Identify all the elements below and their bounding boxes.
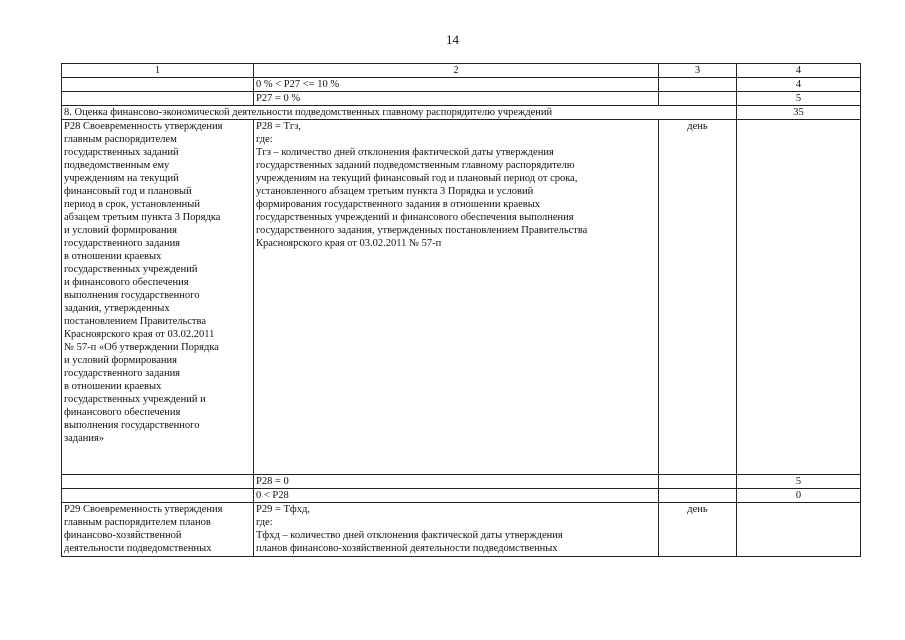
table-row — [62, 120, 861, 475]
table-row — [62, 78, 861, 92]
unit-cell: день — [659, 120, 737, 475]
table-cell — [62, 78, 254, 92]
header-col-1: 1 — [62, 64, 254, 78]
formula-cell: P29 = Тфхд, где: Тфхд – количество дней отклонения фактической даты утверждения планов финансово-хозяйственной деятельности подведомственных — [254, 503, 659, 557]
table-cell — [659, 475, 737, 489]
criterion-name-cell: P28 Своевременность утверждения главным распорядителем государственных заданий подведомственным ему учреждениям на текущий финансовый год и плановый период в срок, установленный абзацем третьим пункта 3 Порядка и условий формирования государственного задания в отношении краевых государственных учреждений и финансового обеспечения выполнения государственного задания, утвержденных постановлением Правительства Красноярского края от 03.02.2011 № 57-п «Об утверждении Порядка и условий формирования государственного задания в отношении краевых государственных учреждений и финансового обеспечения выполнения государственного задания» — [62, 120, 254, 475]
score-cell: 4 — [737, 78, 861, 92]
score-cell: 5 — [737, 475, 861, 489]
score-cell: 35 — [737, 106, 861, 120]
table-cell — [659, 78, 737, 92]
score-cell — [737, 120, 861, 475]
formula-cell: P28 = 0 — [254, 475, 659, 489]
table-cell — [62, 92, 254, 106]
table-row — [62, 503, 861, 557]
header-col-4: 4 — [737, 64, 861, 78]
header-col-2: 2 — [254, 64, 659, 78]
header-col-3: 3 — [659, 64, 737, 78]
table-cell — [62, 475, 254, 489]
formula-cell: 0 < P28 — [254, 489, 659, 503]
table-cell — [659, 489, 737, 503]
table-row — [62, 475, 861, 489]
table-row — [62, 489, 861, 503]
formula-cell: 0 % < P27 <= 10 % — [254, 78, 659, 92]
unit-cell: день — [659, 503, 737, 557]
formula-cell: P28 = Тгз, где: Тгз – количество дней отклонения фактической даты утверждения государственных заданий подведомственным главному распорядителю учреждениям на текущий финансовый год и плановый период от срока, установленного абзацем третьим пункта 3 Порядка и условий формирования государственного задания в отношении краевых государственных учреждений и финансового обеспечения выполнения государственного задания, утвержденных постановлением Правительства Красноярского края от 03.02.2011 № 57-п — [254, 120, 659, 475]
page-number: 14 — [446, 32, 459, 47]
formula-cell: P27 = 0 % — [254, 92, 659, 106]
criterion-name-cell: P29 Своевременность утверждения главным распорядителем планов финансово-хозяйственной деятельности подведомственных — [62, 503, 254, 557]
section-row — [62, 106, 861, 120]
score-cell: 5 — [737, 92, 861, 106]
criteria-table — [61, 63, 861, 557]
score-cell — [737, 503, 861, 557]
table-cell — [62, 489, 254, 503]
section-title: 8. Оценка финансово-экономической деятельности подведомственных главному распорядителю учреждений — [62, 106, 737, 120]
table-header-row — [62, 64, 861, 78]
table-cell — [659, 92, 737, 106]
table-row — [62, 92, 861, 106]
score-cell: 0 — [737, 489, 861, 503]
